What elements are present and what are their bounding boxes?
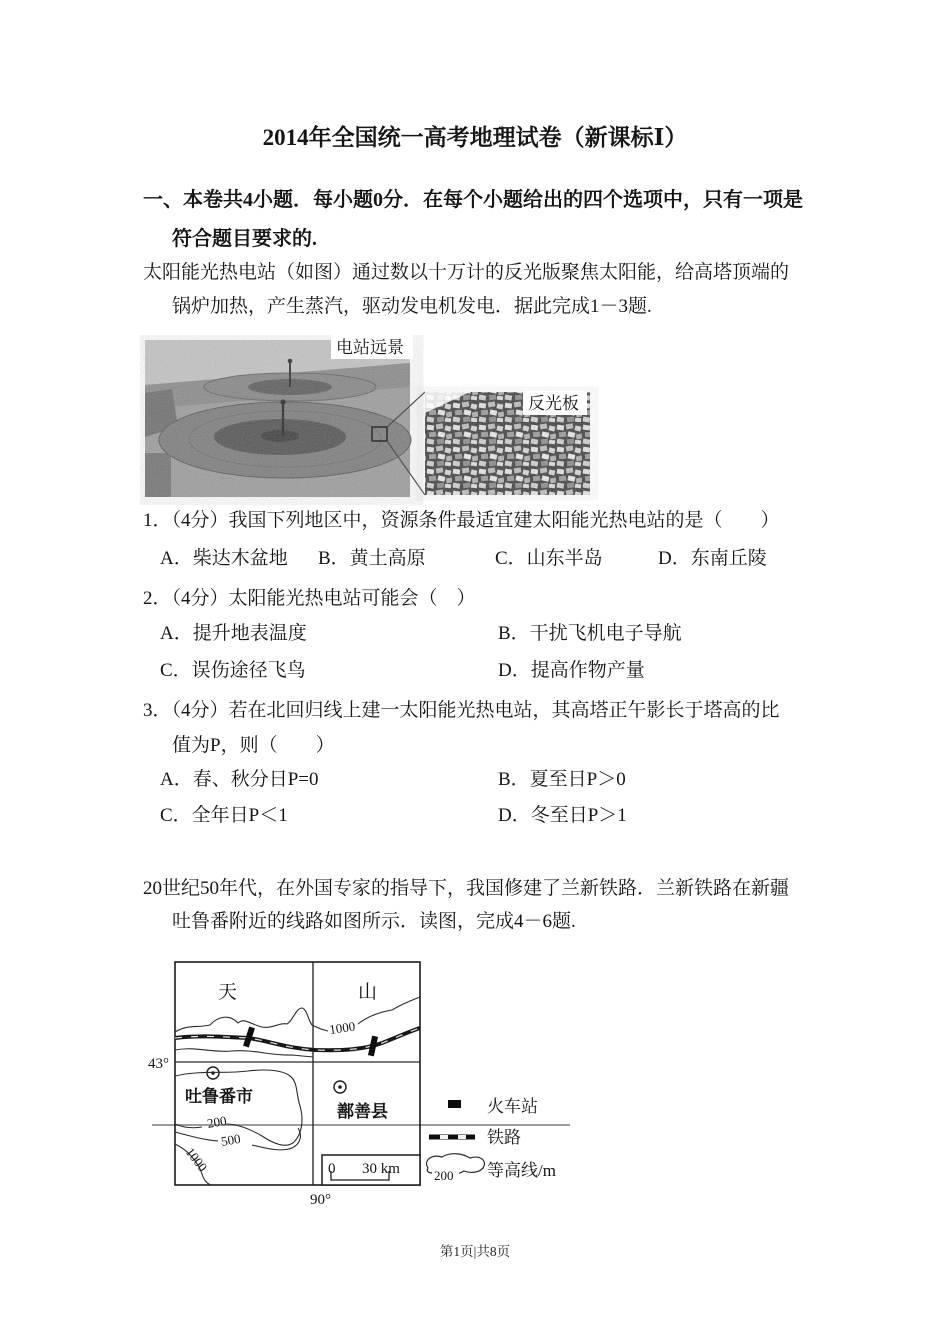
q3-option-c: C．全年日P＜1: [160, 805, 288, 826]
contour-500-label: 500: [219, 1130, 242, 1149]
q3-option-b: B．夏至日P＞0: [498, 769, 626, 790]
station-symbol: [448, 1100, 461, 1108]
q1-option-a: A．柴达木盆地: [160, 548, 288, 569]
q2-option-c: C．误伤途径飞鸟: [160, 660, 306, 681]
q3-option-d: D．冬至日P＞1: [498, 805, 627, 826]
legend-railway-label: 铁路: [487, 1128, 521, 1147]
city-shanshan: [334, 1081, 388, 1121]
city-turpan-label: 吐鲁番市: [185, 1087, 253, 1106]
latitude-label: 43°: [148, 1056, 169, 1072]
q2-stem: 2．（4分）太阳能光热电站可能会（ ）: [143, 588, 476, 609]
turpan-railway-map: [140, 952, 620, 1217]
legend-station-label: 火车站: [487, 1097, 538, 1116]
contour-200-label: 200: [205, 1112, 228, 1131]
q3-stem-line2: 值为P，则（ ）: [172, 735, 335, 756]
q1-option-b: B．黄土高原: [318, 548, 426, 569]
mountain-label-shan: 山: [358, 982, 378, 1003]
q1-stem: 1．（4分）我国下列地区中，资源条件最适宜建太阳能光热电站的是（ ）: [143, 510, 780, 531]
mountain-label-tian: 天: [218, 982, 238, 1003]
legend-row-station: [448, 1097, 538, 1116]
q2-option-d: D．提高作物产量: [498, 660, 645, 681]
passage1-line1: 太阳能光热电站（如图）通过数以十万计的反光版聚焦太阳能，给高塔顶端的: [143, 262, 790, 283]
contour-1000-sw-label: 1000: [182, 1144, 211, 1175]
legend-contour-value: 200: [434, 1168, 454, 1183]
longitude-label: 90°: [310, 1192, 331, 1208]
station-overview-photo: [145, 340, 411, 497]
scale-zero-label: 0: [328, 1161, 336, 1177]
scale-bar: [322, 1155, 420, 1185]
map-legend: [427, 1097, 556, 1183]
railway-line: [175, 1027, 420, 1057]
section-heading-line1: 一、本卷共4小题．每小题0分．在每个小题给出的四个选项中，只有一项是: [143, 189, 803, 211]
page-title: 2014年全国统一高考地理试卷（新课标Ⅰ）: [262, 125, 688, 150]
passage2-line2: 吐鲁番附近的线路如图所示．读图，完成4－6题.: [172, 911, 576, 932]
legend-row-railway: [429, 1128, 521, 1147]
contour-1000-top-label: 1000: [328, 1018, 357, 1037]
legend-contour-label: 等高线/m: [487, 1161, 556, 1180]
legend-row-contour: [427, 1154, 556, 1183]
q1-option-d: D．东南丘陵: [658, 548, 767, 569]
q1-option-c: C．山东半岛: [495, 548, 603, 569]
scale-distance-label: 30 km: [362, 1161, 400, 1177]
overview-label: 电站远景: [336, 338, 404, 357]
passage2-line1: 20世纪50年代，在外国专家的指导下，我国修建了兰新铁路．兰新铁路在新疆: [143, 878, 790, 899]
q3-option-a: A．春、秋分日P=0: [160, 769, 319, 790]
q2-option-b: B．干扰飞机电子导航: [498, 623, 682, 644]
page-footer: 第1页|共8页: [439, 1244, 511, 1259]
section-heading-line2: 符合题目要求的.: [172, 228, 317, 250]
city-shanshan-label: 鄯善县: [337, 1102, 388, 1121]
solar-station-figure: [140, 335, 600, 505]
panel-label: 反光板: [528, 394, 579, 413]
q2-option-a: A．提升地表温度: [160, 623, 307, 644]
passage1-line2: 锅炉加热，产生蒸汽，驱动发电机发电．据此完成1－3题.: [172, 296, 652, 317]
q3-stem-line1: 3．（4分）若在北回归线上建一太阳能光热电站，其高塔正午影长于塔高的比: [143, 700, 780, 721]
